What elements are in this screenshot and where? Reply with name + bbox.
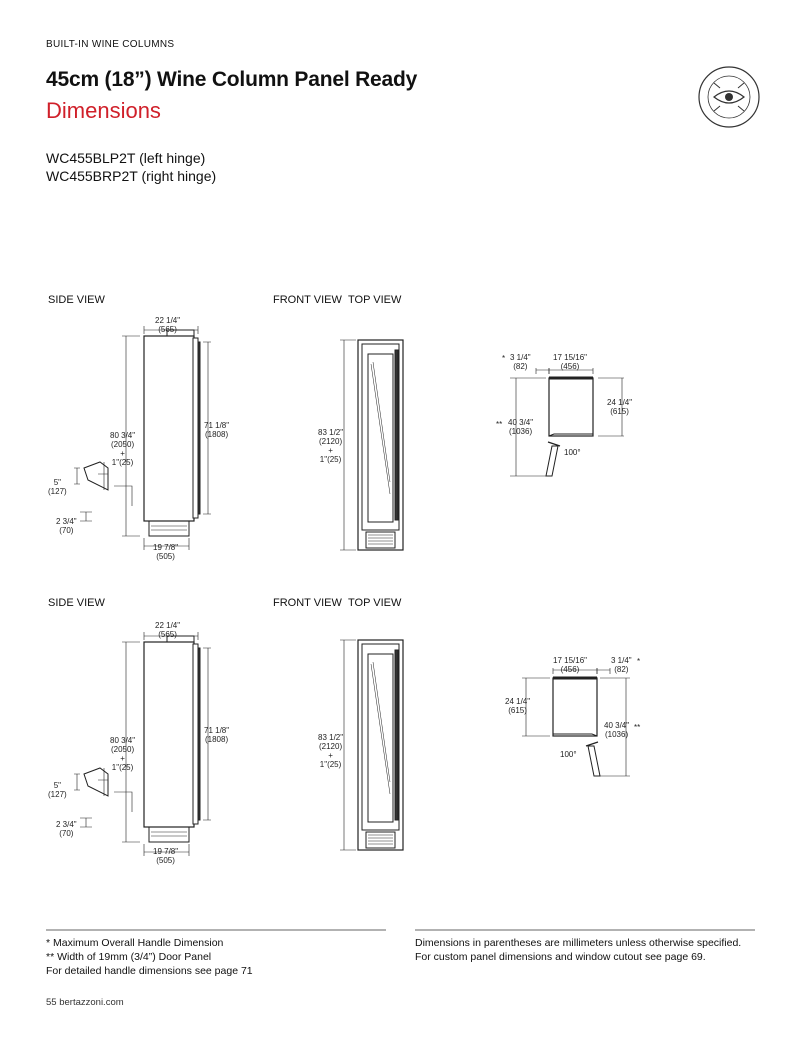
base-dim-2: 19 7/8" (505) — [153, 847, 179, 865]
angle-dim-1: 100° — [564, 448, 581, 457]
kick-dim-1: 5" (127) — [48, 478, 67, 496]
door-height-dim-1: 71 1/8" (1808) — [204, 421, 230, 439]
front-height-dim-2: 83 1/2" (2120) + 1"(25) — [318, 733, 344, 769]
page-title: 45cm (18”) Wine Column Panel Ready — [46, 68, 418, 91]
side-view-label-1: SIDE VIEW — [48, 294, 105, 306]
open-dstar-2: ** — [634, 723, 641, 732]
website-link[interactable]: bertazzoni.com — [59, 997, 124, 1008]
page-subtitle: Dimensions — [46, 98, 161, 123]
handle-dim-2: 3 1/4" (82) — [611, 656, 632, 674]
footnotes-right: Dimensions in parentheses are millimeters unless otherwise specified. For custom panel dimensions and window cutout see page 69. — [415, 937, 742, 963]
height-dim-2: 80 3/4" (2050) + 1"(25) — [110, 736, 136, 772]
handle-dim-1: 3 1/4" (82) — [510, 353, 531, 371]
angle-dim-2: 100° — [560, 750, 577, 759]
model-left-hinge: WC455BLP2T (left hinge) — [46, 150, 206, 166]
width-dim-1: 17 15/16" (456) — [553, 353, 587, 371]
front-view-label-2: FRONT VIEW — [273, 597, 342, 609]
handle-star-1: * — [502, 354, 506, 363]
height-dim-1: 80 3/4" (2050) + 1"(25) — [110, 431, 136, 467]
kick-dim-2: 5" (127) — [48, 781, 67, 799]
top-depth-dim-2: 24 1/4" (615) — [505, 697, 531, 715]
top-view-label-2: TOP VIEW — [348, 597, 402, 609]
footnotes-left: * Maximum Overall Handle Dimension ** Width of 19mm (3/4”) Door Panel For detailed handle dimensions see page 71 — [46, 937, 253, 977]
section-label: BUILT-IN WINE COLUMNS — [46, 39, 175, 50]
open-depth-dim-2: 40 3/4" (1036) — [604, 721, 630, 739]
base-dim-1: 19 7/8" (505) — [153, 543, 179, 561]
toe-dim-1: 2 3/4" (70) — [56, 517, 77, 535]
depth-dim-2: 22 1/4" (565) — [155, 621, 181, 639]
front-height-dim-1: 83 1/2" (2120) + 1"(25) — [318, 428, 344, 464]
page-number: 55 — [46, 997, 57, 1008]
side-view-label-2: SIDE VIEW — [48, 597, 105, 609]
depth-dim-1: 22 1/4" (565) — [155, 316, 181, 334]
handle-star-2: * — [637, 657, 641, 666]
width-dim-2: 17 15/16" (456) — [553, 656, 587, 674]
model-right-hinge: WC455BRP2T (right hinge) — [46, 168, 217, 184]
top-view-label-1: TOP VIEW — [348, 294, 402, 306]
toe-dim-2: 2 3/4" (70) — [56, 820, 77, 838]
page-footer — [46, 997, 124, 1008]
top-depth-dim-1: 24 1/4" (615) — [607, 398, 633, 416]
door-height-dim-2: 71 1/8" (1808) — [204, 726, 230, 744]
front-view-label-1: FRONT VIEW — [273, 294, 342, 306]
open-dstar-1: ** — [496, 420, 503, 429]
open-depth-dim-1: 40 3/4" (1036) — [508, 418, 534, 436]
